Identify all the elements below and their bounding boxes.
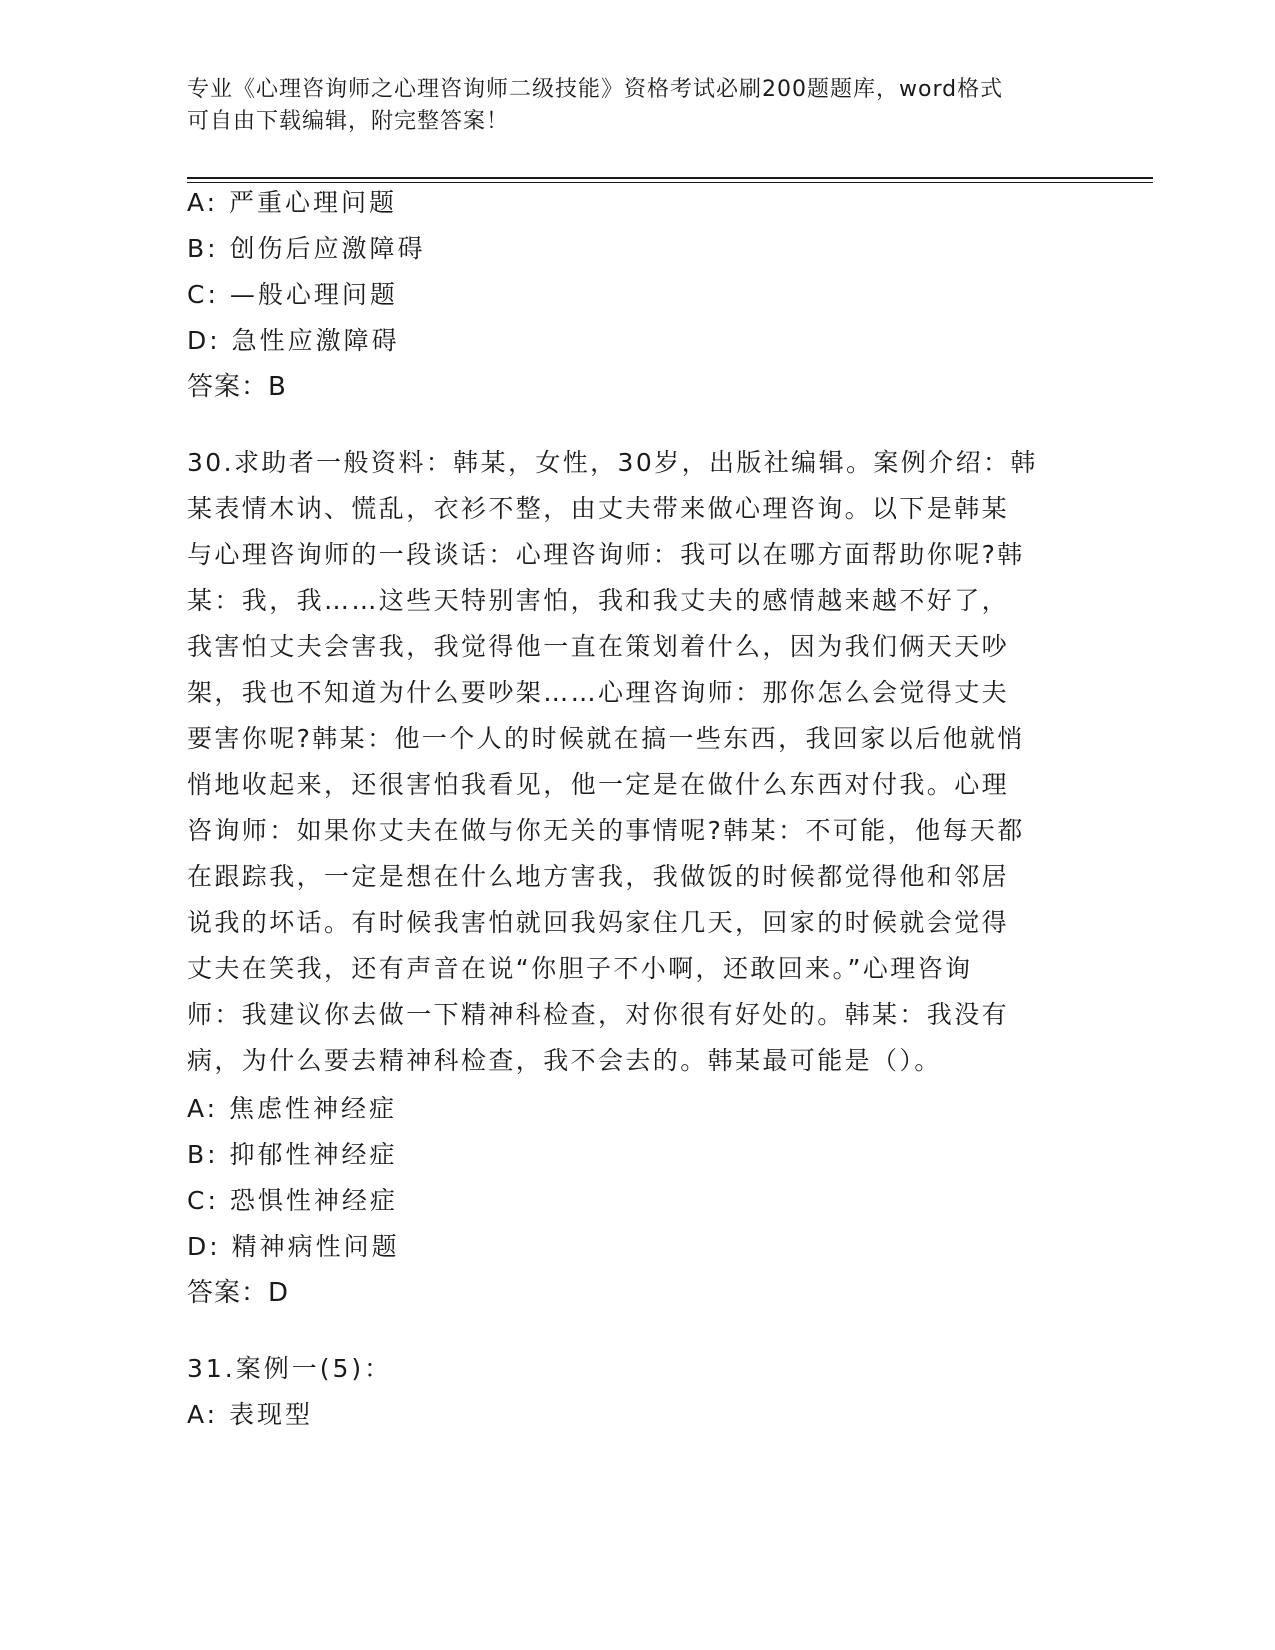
- question-line: 与心理咨询师的一段谈话：心理咨询师：我可以在哪方面帮助你呢?韩: [187, 540, 1025, 569]
- question-line: 在跟踪我，一定是想在什么地方害我，我做饭的时候都觉得他和邻居: [187, 862, 1010, 891]
- header-title-line-2: 可自由下载编辑，附完整答案！: [187, 109, 510, 134]
- option-b: B: 抑郁性神经症: [187, 1140, 398, 1169]
- option-a: A: 焦虑性神经症: [187, 1094, 398, 1123]
- question-line: 我害怕丈夫会害我，我觉得他一直在策划着什么，因为我们俩天天吵: [187, 632, 1010, 661]
- header-title-line-1: 专业《心理咨询师之心理咨询师二级技能》资格考试必刷200题题库，word格式: [187, 77, 1004, 102]
- question-line: 悄地收起来，还很害怕我看见，他一定是在做什么东西对付我。心理: [187, 770, 1010, 799]
- question-line: 咨询师：如果你丈夫在做与你无关的事情呢?韩某：不可能，他每天都: [187, 816, 1025, 845]
- question-line: 病，为什么要去精神科检查，我不会去的。韩某最可能是（）。: [187, 1046, 942, 1075]
- option-d: D: 精神病性问题: [187, 1232, 400, 1261]
- option-a: A: 表现型: [187, 1400, 314, 1429]
- question-line: 某表情木讷、慌乱，衣衫不整，由丈夫带来做心理咨询。以下是韩某: [187, 494, 1010, 523]
- question-30-options: [187, 1086, 1087, 1316]
- question-line: 架，我也不知道为什么要吵架……心理咨询师：那你怎么会觉得丈夫: [187, 678, 1010, 707]
- question-line: 说我的坏话。有时候我害怕就回我妈家住几天，回家的时候就会觉得: [187, 908, 1010, 937]
- option-c: C: —般心理问题: [187, 280, 398, 309]
- header-divider: [187, 177, 1153, 179]
- option-c: C: 恐惧性神经症: [187, 1186, 398, 1215]
- question-30-text: [187, 440, 1077, 1084]
- question-line: 要害你呢?韩某：他一个人的时候就在搞一些东西，我回家以后他就悄: [187, 724, 1025, 753]
- question-31: [187, 1346, 1087, 1438]
- option-a: A: 严重心理问题: [187, 188, 398, 217]
- option-b: B: 创伤后应激障碍: [187, 234, 426, 263]
- option-d: D: 急性应激障碍: [187, 326, 400, 355]
- question-line: 师：我建议你去做一下精神科检查，对你很有好处的。韩某：我没有: [187, 1000, 1010, 1029]
- question-line: 丈夫在笑我，还有声音在说“你胆子不小啊，还敢回来。”心理咨询: [187, 954, 973, 983]
- question-line: 30.求助者一般资料：韩某，女性，30岁，出版社编辑。案例介绍：韩: [187, 448, 1038, 477]
- answer: 答案：D: [187, 1278, 290, 1308]
- answer: 答案：B: [187, 372, 287, 402]
- question-line: 某：我，我……这些天特别害怕，我和我丈夫的感情越来越不好了，: [187, 586, 1010, 615]
- question-29-options: [187, 180, 1087, 410]
- page-header: [187, 74, 1087, 138]
- question-title: 31.案例一(5)：: [187, 1354, 393, 1383]
